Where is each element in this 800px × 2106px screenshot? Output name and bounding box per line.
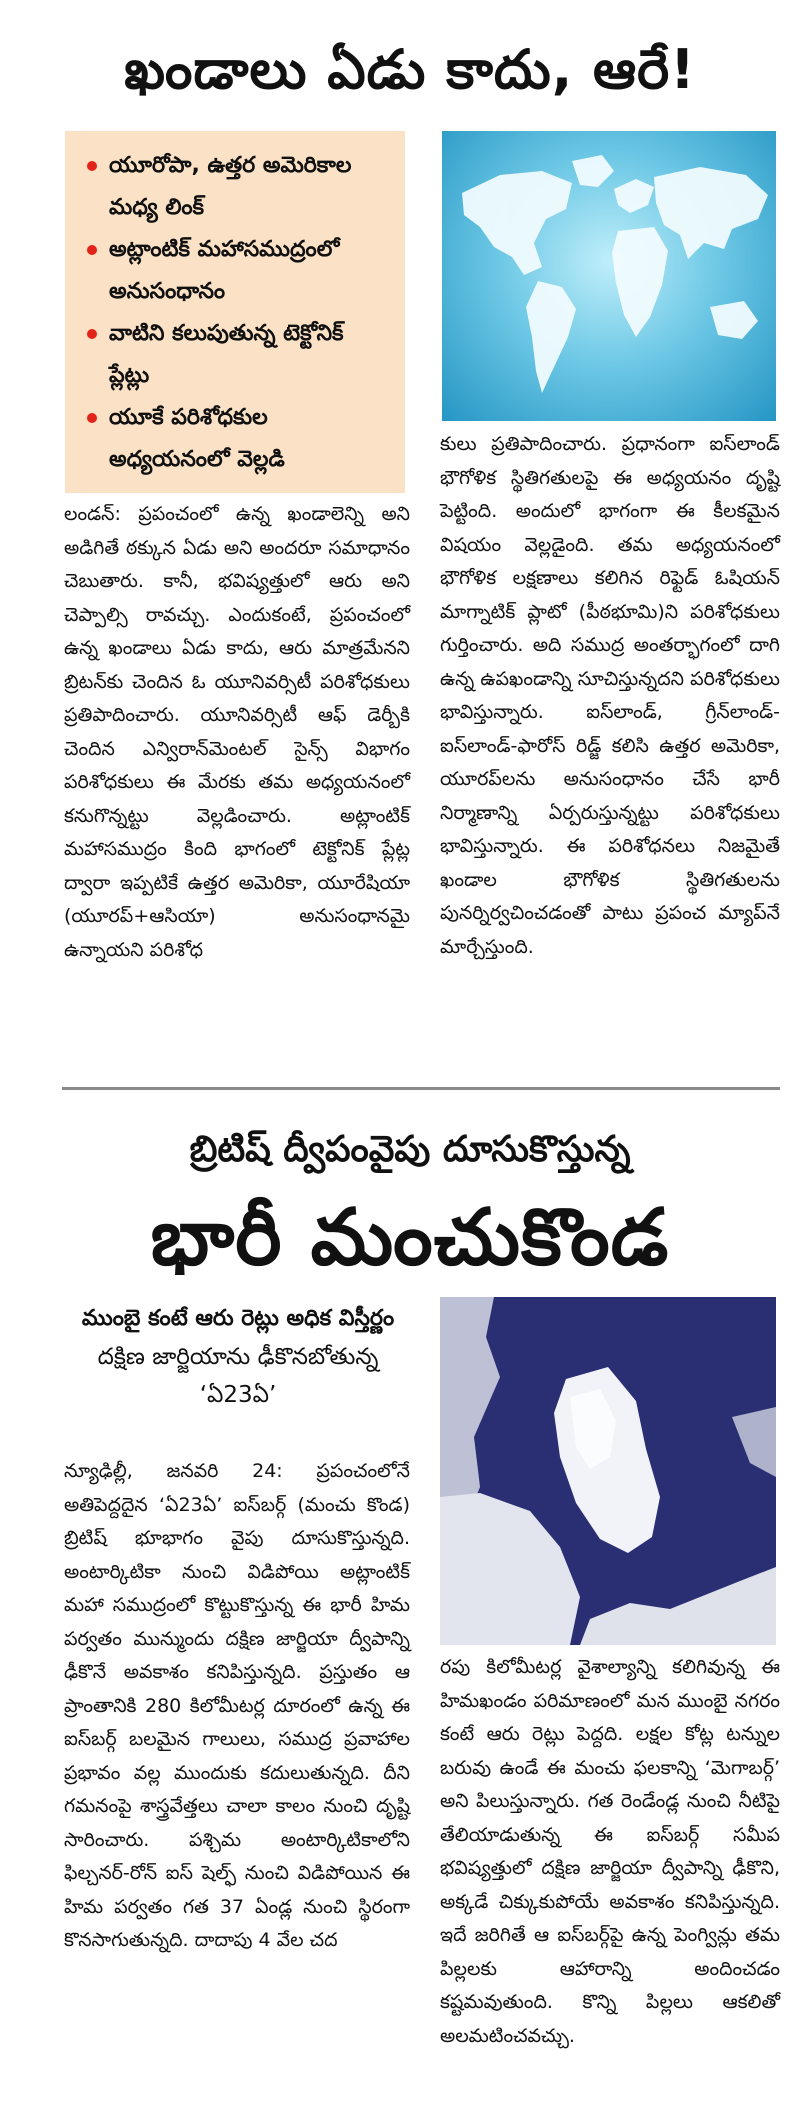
iceberg-satellite-image (440, 1297, 776, 1645)
article2-deck (64, 1300, 412, 1414)
deck-regular-text: దక్షిణ జార్జియాను ఢీకొనబోతున్న ‘ఏ23ఏ’ (97, 1344, 379, 1408)
article1-headline: ఖండాలు ఏడు కాదు, ఆరే! (124, 38, 696, 101)
bullet-icon (87, 245, 97, 255)
highlights-box (65, 131, 405, 493)
article2-headline: భారీ మంచుకొండ (150, 1193, 670, 1283)
bullet-icon (87, 329, 97, 339)
highlight-item (83, 229, 391, 313)
highlight-text: యూరోపా, ఉత్తర అమెరికాల మధ్య లింక్ (109, 153, 352, 220)
deck-bold-text: ముంబై కంటే ఆరు రెట్లు అధిక విస్తీర్ణం (81, 1306, 395, 1331)
highlight-text: అట్లాంటిక్ మహాసముద్రంలో అనుసంధానం (109, 237, 340, 304)
iceberg-graphic (440, 1297, 776, 1645)
highlight-item (83, 313, 391, 397)
highlight-item (83, 145, 391, 229)
highlights-list (83, 145, 391, 481)
bullet-icon (87, 413, 97, 423)
article1-body-col1: లండన్: ప్రపంచంలో ఉన్న ఖండాలెన్ని అని అడిగితే ఠక్కున ఏడు అని అందరూ సమాధానం చెబుతారు. కానీ, భవిష్యత్తులో ఆరు అని చెప్పాల్సి రావచ్చు. ఎందుకంటే, ప్రపంచంలో ఉన్న ఖండాలు ఏడు కాదు, ఆరు మాత్రమేనని బ్రిటన్‌కు చెందిన ఓ యూనివర్సిటీ పరిశోధకులు ప్రతిపాదించారు. యూనివర్సిటీ ఆఫ్ డెర్బీకి చెందిన ఎన్విరాన్‌మెంటల్ సైన్స్ విభాగం పరిశోధకులు ఈ మేరకు తమ అధ్యయనంలో కనుగొన్నట్టు వెల్లడించారు. అట్లాంటిక్ మహాసముద్రం కింది భాగంలో టెక్టోనిక్ ప్లేట్ల ద్వారా ఇప్పటికే ఉత్తర అమెరికా, యూరేషియా (యూరప్+ఆసియా) అనుసంధానమై ఉన్నాయని పరిశోధ (64, 503, 410, 961)
highlight-item (83, 397, 391, 481)
world-map-image (442, 131, 776, 421)
article2-body-col2: రపు కిలోమీటర్ల వైశాల్యాన్ని కలిగివున్న ఈ హిమఖండం పరిమాణంలో మన ముంబై నగరం కంటే ఆరు రెట్లు పెద్దది. లక్షల కోట్ల టన్నుల బరువు ఉండే ఈ మంచు ఫలకాన్ని ‘మెగాబర్గ్’ అని పిలుస్తున్నారు. గత రెండేండ్ల నుంచి నీటిపై తేలియాడుతున్న ఈ ఐస్‌బర్గ్ సమీప భవిష్యత్తులో దక్షిణ జార్జియా ద్వీపాన్ని ఢీకొని, అక్కడే చిక్కుకుపోయే అవకాశం కనిపిస్తున్నది. ఇదే జరిగితే ఆ ఐస్‌బర్గ్‌పై ఉన్న పెంగ్విన్లు తమ పిల్లలకు ఆహారాన్ని అందించడం కష్టమవుతుంది. కొన్ని పిల్లలు ఆకలితో అలమటించవచ్చు. (440, 1656, 780, 2047)
section-divider (62, 1087, 780, 1090)
highlight-text: వాటిని కలుపుతున్న టెక్టోనిక్ ప్లేట్లు (109, 321, 344, 388)
article2-body-col1: న్యూఢిల్లీ, జనవరి 24: ప్రపంచంలోనే అతిపెద్దదైన ‘ఏ23ఏ’ ఐస్‌బర్గ్ (మంచు కొండ) బ్రిటిష్ భూభాగం వైపు దూసుకొస్తున్నది. అంటార్కిటికా నుంచి విడిపోయి అట్లాంటిక్ మహా సముద్రంలో కొట్టుకొస్తున్న ఈ భారీ హిమ పర్వతం మున్ముందు దక్షిణ జార్జియా ద్వీపాన్ని ఢీకొనే అవకాశం కనిపిస్తున్నది. ప్రస్తుతం ఆ ప్రాంతానికి 280 కిలోమీటర్ల దూరంలో ఉన్న ఈ ఐస్‌బర్గ్ బలమైన గాలులు, సముద్ర ప్రవాహాల ప్రభావం వల్ల ముందుకు కదులుతున్నది. దీని గమనంపై శాస్త్రవేత్తలు చాలా కాలం నుంచి దృష్టి సారించారు. పశ్చిమ అంటార్కిటికాలోని ఫిల్చనర్-రోన్ ఐస్ షెల్ఫ్ నుంచి విడిపోయిన ఈ హిమ పర్వతం గత 37 ఏండ్ల నుంచి స్థిరంగా కొనసాగుతున్నది. దాదాపు 4 వేల చద (64, 1460, 410, 1951)
highlight-text: యూకే పరిశోధకుల అధ్యయనంలో వెల్లడి (109, 405, 285, 472)
bullet-icon (87, 161, 97, 171)
world-map-graphic (442, 131, 776, 421)
article2-subhead: బ్రిటిష్ ద్వీపంవైపు దూసుకొస్తున్న (189, 1129, 631, 1170)
article1-body-col2: కులు ప్రతిపాదించారు. ప్రధానంగా ఐస్‌లాండ్ భౌగోళిక స్థితిగతులపై ఈ అధ్యయనం దృష్టి పెట్టింది. అందులో భాగంగా ఈ కీలకమైన విషయం వెల్లడైంది. తమ అధ్యయనంలో భౌగోళిక లక్షణాలు కలిగిన రిఫ్టెడ్ ఓషియన్ మాగ్నాటిక్ ప్లాటో (పీఠభూమి)ని పరిశోధకులు గుర్తించారు. అది సముద్ర అంతర్భాగంలో దాగి ఉన్న ఉపఖండాన్ని సూచిస్తున్నదని పరిశోధకులు భావిస్తున్నారు. ఐస్‌లాండ్, గ్రీన్‌లాండ్-ఐస్‌లాండ్-ఫారోస్ రిడ్జ్ కలిసి ఉత్తర అమెరికా, యూరప్‌లను అనుసంధానం చేసే భారీ నిర్మాణాన్ని ఏర్పరుస్తున్నట్టు పరిశోధకులు భావిస్తున్నారు. ఈ పరిశోధనలు నిజమైతే ఖండాల భౌగోళిక స్థితిగతులను పునర్నిర్వచించడంతో పాటు ప్రపంచ మ్యాప్‌నే మార్చేస్తుంది. (440, 433, 780, 958)
